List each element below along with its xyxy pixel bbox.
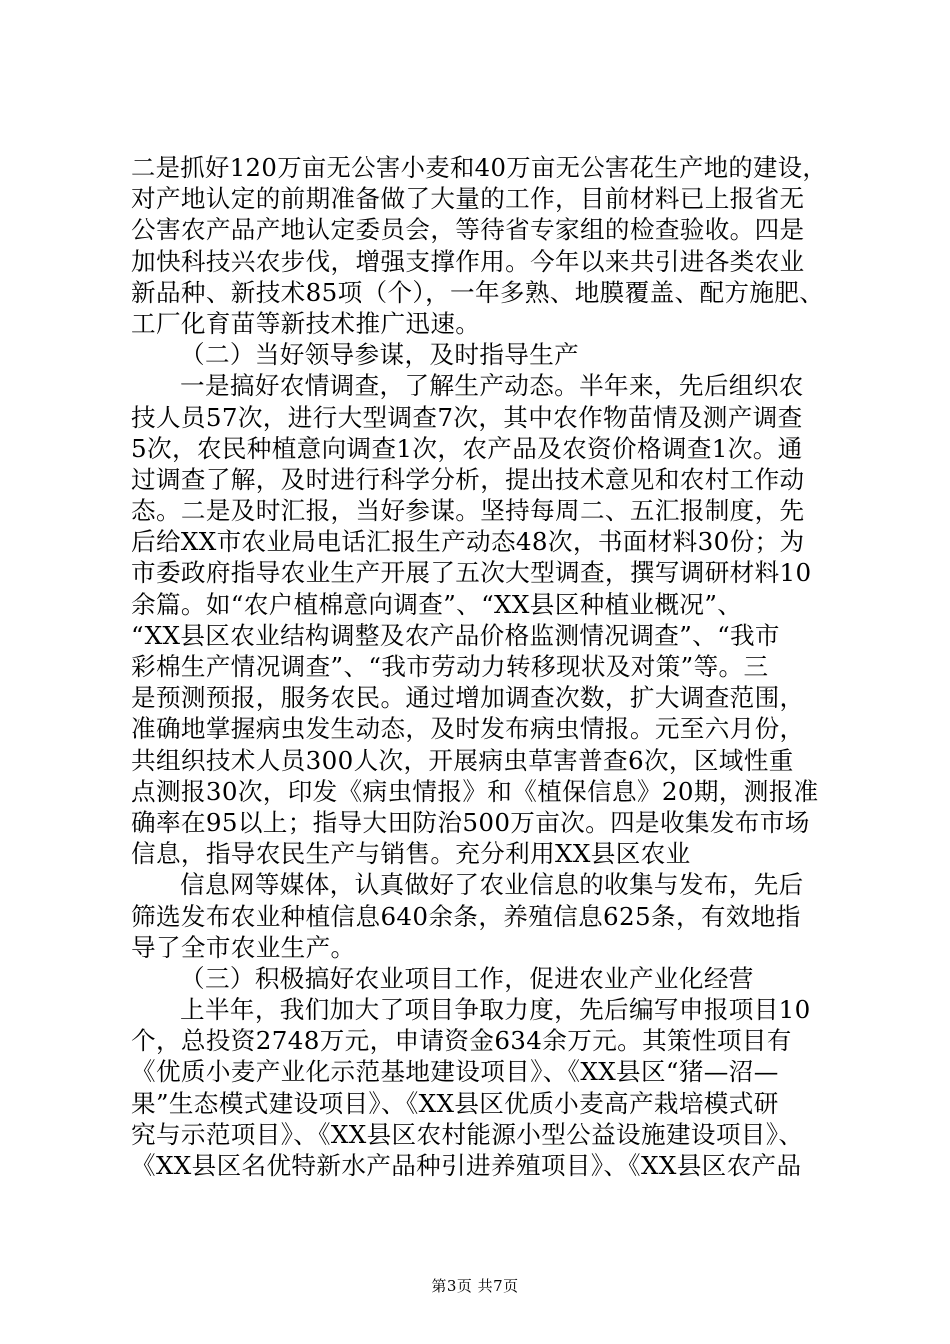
text-line: 技人员57次，进行大型调查7次，其中农作物苗情及测产调查 <box>131 402 803 432</box>
text-line: 公害农产品产地认定委员会，等待省专家组的检查验收。四是 <box>131 215 805 245</box>
text-line: 点测报30次，印发《病虫情报》和《植保信息》20期，测报准 <box>131 776 819 806</box>
text-line: 果”生态模式建设项目》、《XX县区优质小麦高产栽培模式研 <box>131 1088 779 1118</box>
text-line: 过调查了解，及时进行科学分析，提出技术意见和农村工作动 <box>131 464 805 494</box>
text-line: 二是抓好120万亩无公害小麦和40万亩无公害花生产地的建设， <box>131 153 828 182</box>
text-line: （二）当好领导参谋，及时指导生产 <box>180 340 580 370</box>
text-line: 市委政府指导农业生产开展了五次大型调查，撰写调研材料10 <box>131 558 812 588</box>
text-line: 准确地掌握病虫发生动态，及时发布病虫情报。元至六月份， <box>131 714 805 744</box>
text-line: 余篇。如“农户植棉意向调查”、“XX县区种植业概况”、 <box>131 589 743 619</box>
text-line: “XX县区农业结构调整及农产品价格监测情况调查”、“我市 <box>131 620 780 650</box>
text-line: 导了全市农业生产。 <box>131 932 356 962</box>
page-footer: 第3页 共7页 <box>431 1277 519 1295</box>
text-line: 后给XX市农业局电话汇报生产动态48次，书面材料30份；为 <box>131 527 805 557</box>
text-line: 信息，指导农民生产与销售。充分利用XX县区农业 <box>131 839 691 869</box>
text-line: 个，总投资2748万元，申请资金634余万元。其策性项目有 <box>131 1026 792 1056</box>
text-line: 加快科技兴农步伐，增强支撑作用。今年以来共引进各类农业 <box>131 246 805 276</box>
text-line: 确率在95以上；指导大田防治500万亩次。四是收集发布市场 <box>131 807 810 837</box>
text-line: 筛选发布农业种植信息640余条，养殖信息625条，有效地指 <box>131 901 801 931</box>
text-line: 是预测预报，服务农民。通过增加调查次数，扩大调查范围， <box>131 683 805 713</box>
text-line: 彩棉生产情况调查”、“我市劳动力转移现状及对策”等。三 <box>131 652 769 681</box>
document-body <box>131 152 831 1181</box>
text-line: 工厂化育苗等新技术推广迅速。 <box>131 308 481 338</box>
text-line: 一是搞好农情调查，了解生产动态。半年来，先后组织农 <box>180 371 804 401</box>
text-line: 信息网等媒体，认真做好了农业信息的收集与发布，先后 <box>180 870 804 900</box>
text-line: 新品种、新技术85项（个），一年多熟、地膜覆盖、配方施肥、 <box>131 277 825 307</box>
text-line: 究与示范项目》、《XX县区农村能源小型公益设施建设项目》、 <box>131 1119 804 1149</box>
text-line: 上半年，我们加大了项目争取力度，先后编写申报项目10 <box>180 995 811 1025</box>
text-line: 5次，农民种植意向调查1次，农产品及农资价格调查1次。通 <box>131 433 803 463</box>
text-line: 《XX县区名优特新水产品种引进养殖项目》、《XX县区农产品 <box>131 1151 802 1180</box>
text-line: （三）积极搞好农业项目工作，促进农业产业化经营 <box>180 963 754 993</box>
text-line: 共组织技术人员300人次，开展病虫草害普查6次，区域性重 <box>131 745 794 775</box>
text-line: 对产地认定的前期准备做了大量的工作，目前材料已上报省无 <box>131 184 805 214</box>
text-line: 《优质小麦产业化示范基地建设项目》、《XX县区“猪—沼— <box>131 1057 779 1087</box>
text-line: 态。二是及时汇报，当好参谋。坚持每周二、五汇报制度，先 <box>131 496 805 526</box>
